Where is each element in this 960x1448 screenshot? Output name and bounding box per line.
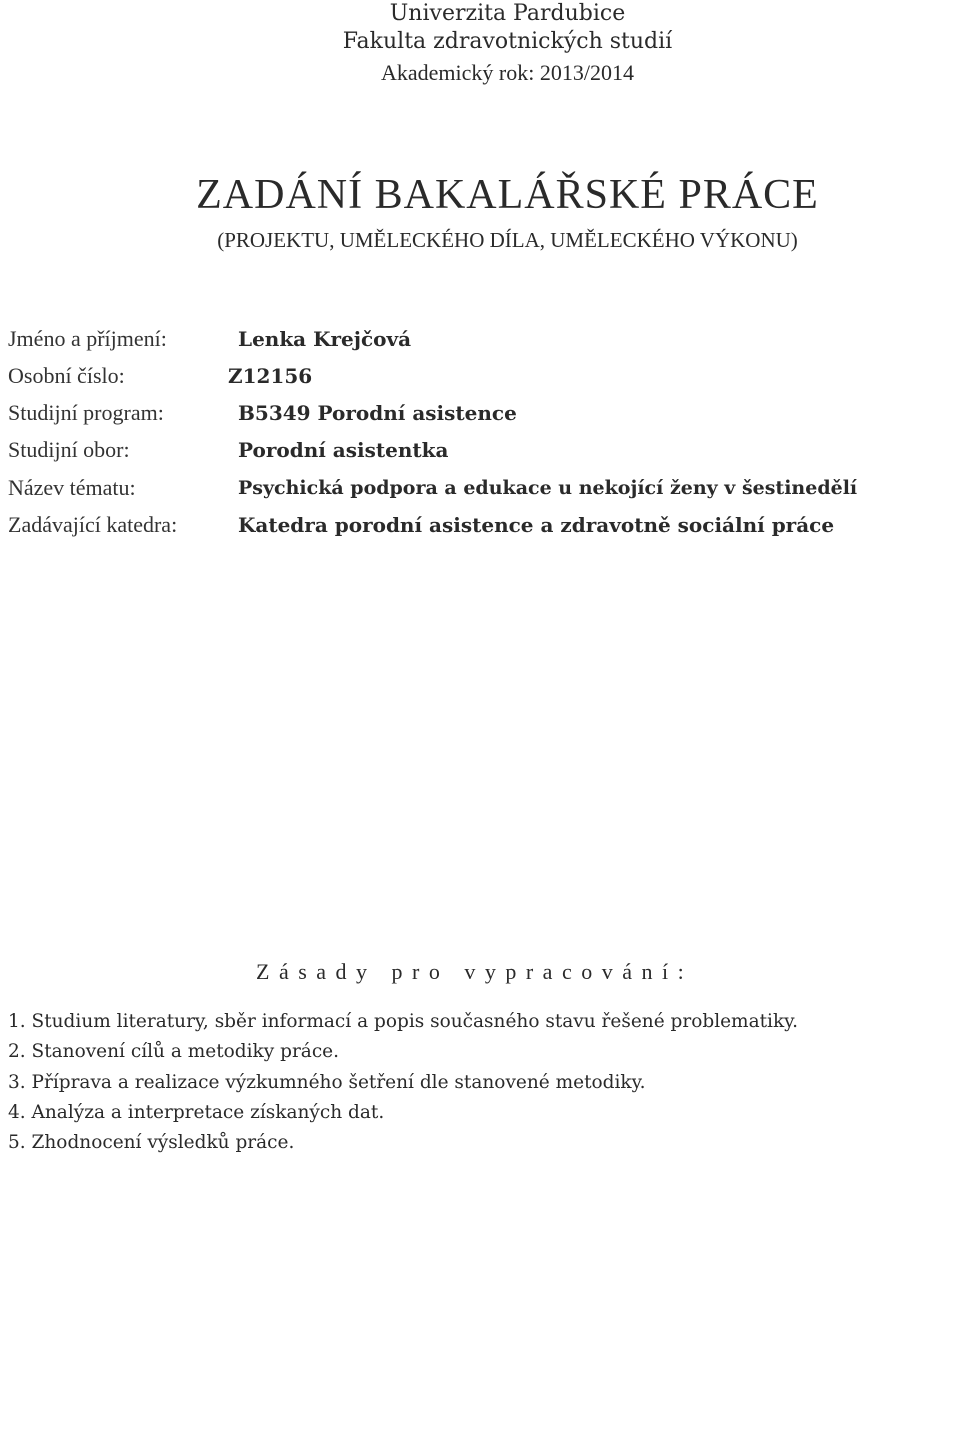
info-label: Osobní číslo: <box>8 363 125 388</box>
info-value: Katedra porodní asistence a zdravotně sociální práce <box>238 513 835 537</box>
principles-heading: Zásady pro vypracování: <box>256 959 694 984</box>
info-label: Název tématu: <box>8 475 136 500</box>
info-label: Studijní program: <box>8 400 164 425</box>
principle-item: 4. Analýza a interpretace získaných dat. <box>8 1102 385 1123</box>
principle-item: 5. Zhodnocení výsledků práce. <box>8 1132 295 1153</box>
document-subtitle: (PROJEKTU, UMĚLECKÉHO DÍLA, UMĚLECKÉHO VÝKONU) <box>217 228 798 252</box>
info-label: Zadávající katedra: <box>8 512 178 537</box>
info-label: Studijní obor: <box>8 437 130 462</box>
info-label: Jméno a příjmení: <box>8 326 167 351</box>
principle-item: 1. Studium literatury, sběr informací a popis současného stavu řešené problematiky. <box>8 1011 799 1032</box>
info-value: Lenka Krejčová <box>238 327 412 351</box>
principle-item: 3. Příprava a realizace výzkumného šetření dle stanovené metodiky. <box>8 1072 646 1093</box>
principle-item: 2. Stanovení cílů a metodiky práce. <box>8 1041 340 1062</box>
academic-year: Akademický rok: 2013/2014 <box>381 60 634 85</box>
info-value: Z12156 <box>228 364 313 388</box>
info-value: Psychická podpora a edukace u nekojící ženy v šestinedělí <box>238 477 858 499</box>
info-value: B5349 Porodní asistence <box>238 401 517 425</box>
document-title: ZADÁNÍ BAKALÁŘSKÉ PRÁCE <box>196 172 819 218</box>
info-value: Porodní asistentka <box>238 438 449 462</box>
faculty-name: Fakulta zdravotnických studií <box>342 29 673 54</box>
university-name: Univerzita Pardubice <box>389 1 626 26</box>
